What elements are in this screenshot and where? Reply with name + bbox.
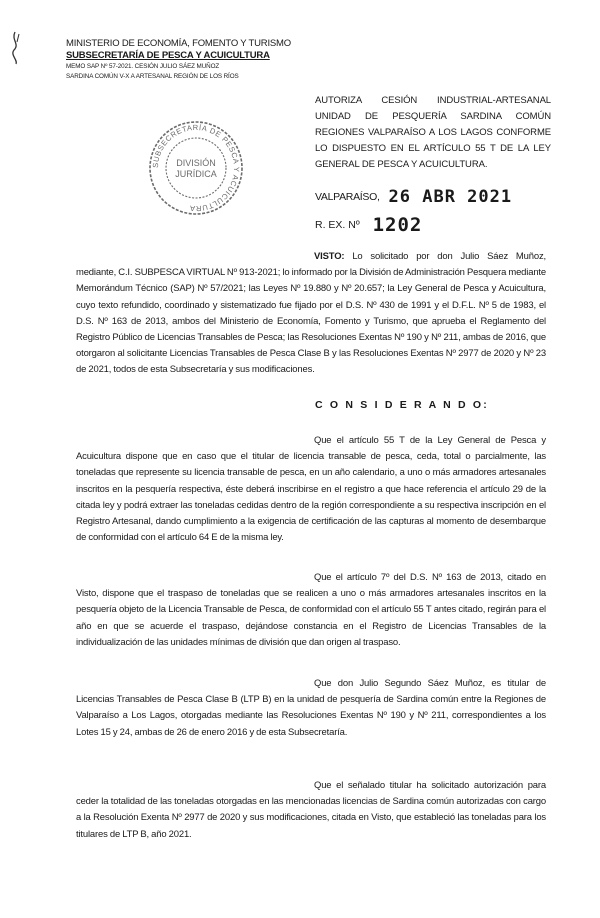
considerando-text-3: Que don Julio Segundo Sáez Muñoz, es titular de Licencias Transables de Pesca Clase B (LTP B) en la unidad de pesquería de Sardina común entre la Regiones de Valparaíso a Los Lagos, otorgadas mediante las Resoluciones Exentas Nº 190 y Nº 211, correspondientes a los Lotes 15 y 24, ambas de 26 de enero 2016 y de esta Subsecretaría.: [76, 678, 546, 738]
stamp-center-line1: DIVISIÓN: [176, 158, 216, 168]
considerando-paragraph-2: [76, 570, 546, 651]
ministry-name: MINISTERIO DE ECONOMÍA, FOMENTO Y TURISMO: [66, 38, 291, 49]
stamp-center-line2: JURÍDICA: [175, 169, 217, 179]
division-juridica-stamp: [146, 118, 246, 218]
stamp-ring-text: SUBSECRETARÍA DE PESCA Y ACUICULTURA: [150, 122, 242, 214]
visto-label: VISTO:: [314, 251, 345, 262]
resolution-date: [315, 187, 512, 207]
handwritten-initial-mark: [8, 30, 24, 66]
considerando-text-4: Que el señalado titular ha solicitado autorización para ceder la totalidad de las toneladas otorgadas en las mencionadas licencias de Sardina común autorizadas con cargo a la Resolución Exenta Nº 2977 de 2020 y sus modificaciones, citada en Visto, que estableció las toneladas para los titulares de LTP B, año 2021.: [76, 780, 546, 840]
considerando-text-2: Que el artículo 7º del D.S. Nº 163 de 2013, citado en Visto, dispone que el traspaso de toneladas que se realicen a uno o más armadores artesanales inscritos en la pesquería objeto de la Licencia Transable de Pesca, de conformidad con el artículo 55 T antes citado, regirán para el año en que se acuerde el traspaso, dejándose constancia en el Registro de Licencias Transables de la individualización de las unidades mínimas de división que dan origen al traspaso.: [76, 572, 546, 648]
considerando-paragraph-1: [76, 433, 546, 546]
visto-text: Lo solicitado por don Julio Sáez Muñoz, mediante, C.I. SUBPESCA VIRTUAL Nº 913-2021; lo informado por la División de Administración Pesquera mediante Memorándum Técnico (SAP) Nº 57/2021; las Leyes Nº 19.880 y Nº 20.657; la Ley General de Pesca y Acuicultura, cuyo texto refundido, coordinado y sistematizado fue fijado por el D.S. Nº 430 de 1991 y el D.F.L. Nº 5 de 1983, el D.S. Nº 163 de 2013, ambos del Ministerio de Economía, Fomento y Turismo, que aprueba el Reglamento del Registro Público de Licencias Transables de Pesca; las Resoluciones Exentas Nº 190 y Nº 211, ambas de 2016, que otorgaron al solicitante Licencias Transables de Pesca Clase B y las Resoluciones Exentas Nº 2977 de 2020 y Nº 23 de 2021, todos de esta Subsecretaría y sus modificaciones.: [76, 251, 546, 376]
resolution-title: AUTORIZA CESIÓN INDUSTRIAL-ARTESANAL UNIDAD DE PESQUERÍA SARDINA COMÚN REGIONES VALPARAÍSO A LOS LAGOS CONFORME LO DISPUESTO EN EL ARTÍCULO 55 T DE LA LEY GENERAL DE PESCA Y ACUICULTURA.: [315, 95, 551, 170]
memo-subject: SARDINA COMÚN V-X A ARTESANAL REGIÓN DE LOS RÍOS: [66, 73, 239, 80]
memo-reference: MEMO SAP Nº 57-2021. CESIÓN JULIO SÁEZ MUÑOZ: [66, 63, 220, 70]
considerando-heading: C O N S I D E R A N D O:: [315, 399, 489, 411]
resolution-number-label: R. EX. Nº: [315, 219, 360, 231]
institution-header: [66, 38, 306, 82]
date-city: VALPARAÍSO,: [315, 191, 380, 203]
date-stamped: 26 ABR 2021: [388, 187, 513, 207]
visto-paragraph: [76, 249, 546, 379]
considerando-text-1: Que el artículo 55 T de la Ley General de Pesca y Acuicultura dispone que en caso que el titular de licencia transable de pesca, ceda, total o parcialmente, las toneladas que represente su licencia transable de pesca, en un año calendario, a uno o más armadores artesanales inscritos en la pesquería respectiva, éste deberá inscribirse en el registro a que hace referencia el artículo 29 de la citada ley y podrá extraer las toneladas cedidas dentro de la región correspondiente a su respectiva inscripción en el Registro Artesanal, dando cumplimiento a la exigencia de certificación de las capturas al momento de desembarque de conformidad con el artículo 64 E de la misma ley.: [76, 435, 546, 544]
considerando-paragraph-3: [76, 676, 546, 741]
resolution-number-line: [315, 214, 422, 236]
considerando-paragraph-4: [76, 778, 546, 843]
resolution-number: 1202: [372, 214, 423, 236]
subsecretariat-name: SUBSECRETARÍA DE PESCA Y ACUICULTURA: [66, 50, 270, 61]
